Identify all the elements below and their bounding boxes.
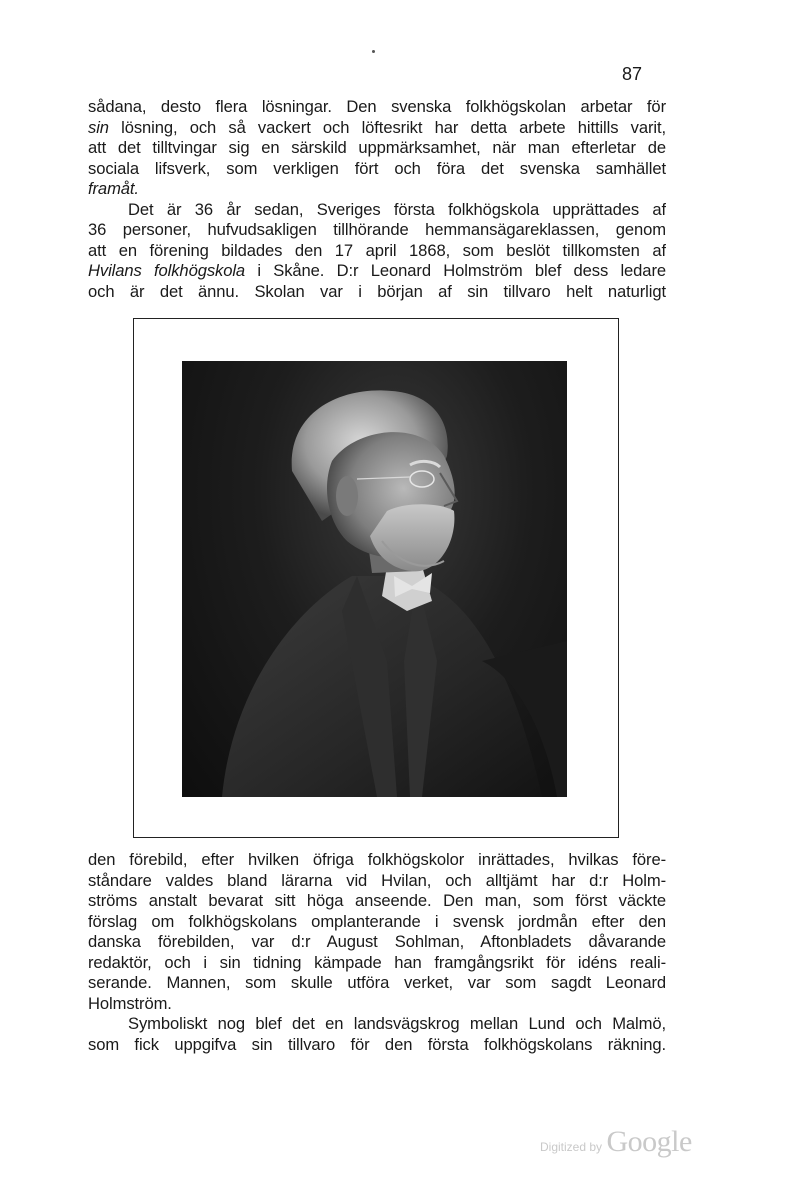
- text-line: [88, 241, 666, 262]
- text-line: [88, 891, 666, 912]
- text-line: [88, 912, 666, 933]
- text-line: [88, 1014, 666, 1035]
- watermark-prefix: Digitized by: [540, 1140, 603, 1154]
- portrait-photo: [182, 361, 567, 797]
- text-run: i Skåne. D:r Leonard Holmström blef dess ledare: [245, 261, 666, 280]
- page-number: 87: [622, 64, 643, 84]
- italic-run: framåt.: [88, 179, 139, 198]
- text-line: [88, 179, 666, 200]
- text-run: att det tilltvingar sig en särskild uppmärksamhet, när man efterletar de: [88, 138, 666, 157]
- text-line: [88, 261, 666, 282]
- text-run: redaktör, och i sin tidning kämpade han framgångsrikt för idéns reali-: [88, 952, 666, 972]
- text-run: Holmström.: [88, 993, 172, 1013]
- paragraph-block-top: [88, 97, 666, 302]
- text-run: ströms anstalt bevarat sitt höga anseende. Den man, som först väckte: [88, 891, 666, 910]
- text-line: [88, 1035, 666, 1056]
- text-line: [88, 118, 666, 139]
- text-line: [88, 994, 666, 1015]
- text-line: [88, 200, 666, 221]
- portrait-illustration: [182, 361, 567, 797]
- text-line: [88, 220, 666, 241]
- text-run: sociala lifsverk, som verkligen fört och föra det svenska samhället: [88, 158, 666, 178]
- italic-run: Hvilans folkhögskola: [88, 261, 246, 280]
- text-run: Det är 36 år sedan, Sveriges första folkhögskola upprättades af: [128, 199, 666, 219]
- text-line: [88, 953, 666, 974]
- text-line: [88, 97, 666, 118]
- text-line: [88, 159, 666, 180]
- text-run: att en förening bildades den 17 april 1868, som beslöt tillkomsten af: [88, 240, 666, 260]
- text-line: [88, 138, 666, 159]
- print-speck: [372, 50, 375, 53]
- text-run: sådana, desto flera lösningar. Den svenska folkhögskolan arbetar för: [88, 97, 666, 116]
- text-run: 36 personer, hufvudsakligen tillhörande hemmansägareklassen, genom: [88, 220, 666, 239]
- text-run: danska förebilden, var d:r August Sohlman, Aftonbladets dåvarande: [88, 932, 666, 951]
- text-line: [88, 871, 666, 892]
- paragraph-block-bottom: [88, 850, 666, 1055]
- text-run: lösning, och så vackert och löftesrikt har detta arbete hittills varit,: [108, 117, 666, 137]
- text-line: [88, 932, 666, 953]
- digitized-watermark: [540, 1125, 692, 1159]
- text-run: förslag om folkhögskolans omplanterande i svensk jordmån efter den: [88, 911, 666, 931]
- text-line: [88, 282, 666, 303]
- italic-run: sin: [88, 117, 109, 137]
- text-run: som fick uppgifva sin tillvaro för den första folkhögskolans räkning.: [88, 1034, 666, 1054]
- text-line: [88, 973, 666, 994]
- text-run: serande. Mannen, som skulle utföra verket, var som sagdt Leonard: [88, 973, 666, 992]
- text-run: den förebild, efter hvilken öfriga folkhögskolor inrättades, hvilkas före-: [88, 850, 666, 869]
- text-run: ståndare valdes bland lärarna vid Hvilan, och alltjämt har d:r Holm-: [88, 870, 666, 890]
- text-run: och är det ännu. Skolan var i början af sin tillvaro helt naturligt: [88, 281, 666, 301]
- text-line: [88, 850, 666, 871]
- watermark-brand: Google: [606, 1125, 692, 1158]
- text-run: Symboliskt nog blef det en landsvägskrog mellan Lund och Malmö,: [128, 1014, 666, 1033]
- portrait-frame: [133, 318, 619, 838]
